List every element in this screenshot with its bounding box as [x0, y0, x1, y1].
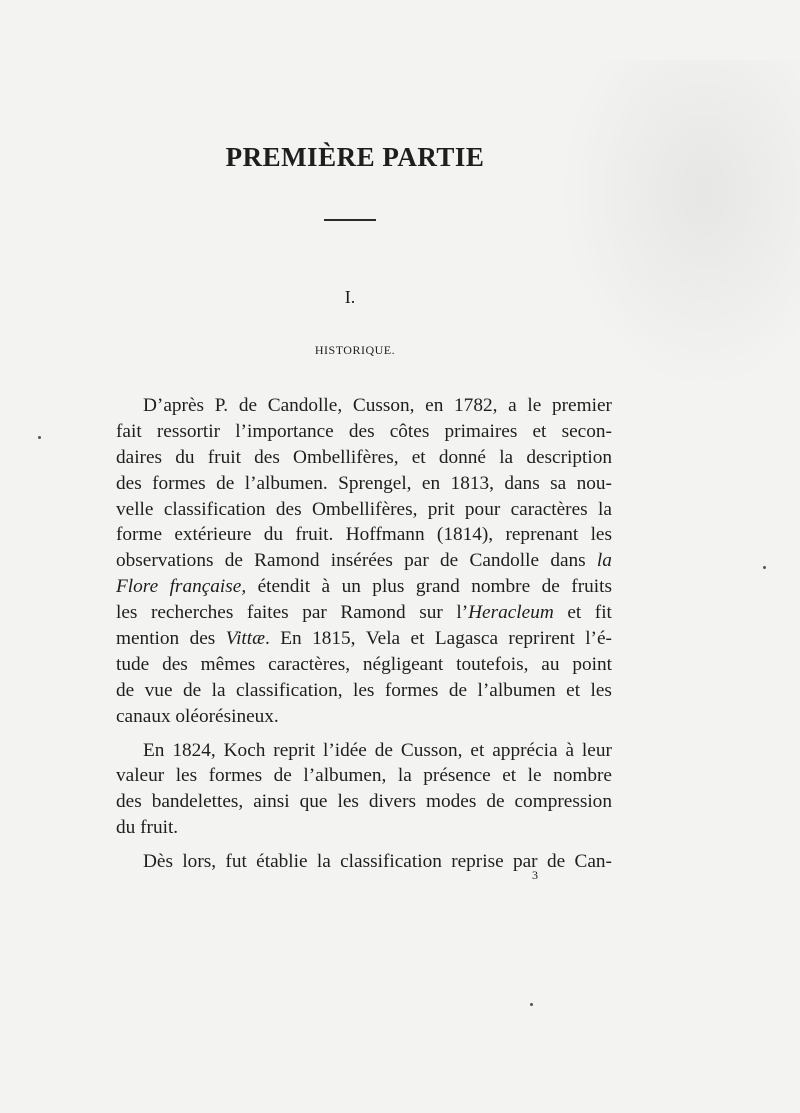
- text-line: velle classification des Ombellifères, prit pour caractères la: [116, 498, 612, 520]
- title-rule: [324, 219, 376, 221]
- text-line: observations de Ramond insérées par de Candolle dans la: [116, 550, 612, 572]
- signature-mark: 3: [532, 868, 538, 882]
- text-line: Dès lors, fut établie la classification reprise par de Can-: [143, 851, 612, 873]
- text-line: les recherches faites par Ramond sur l’Heracleum et fit: [116, 602, 612, 624]
- text-line: des formes de l’albumen. Sprengel, en 1813, dans sa nou-: [116, 472, 612, 494]
- page-title: PREMIÈRE PARTIE: [225, 142, 485, 172]
- text-line: tude des mêmes caractères, négligeant toutefois, au point: [116, 653, 612, 675]
- section-heading: HISTORIQUE.: [314, 343, 396, 357]
- text-line: forme extérieure du fruit. Hoffmann (1814), reprenant les: [116, 524, 612, 546]
- text-line: du fruit.: [116, 817, 179, 839]
- text-line: Flore française, étendit à un plus grand nombre de fruits: [116, 576, 612, 598]
- text-line: daires du fruit des Ombellifères, et donné la description: [116, 446, 612, 468]
- text-line: de vue de la classification, les formes de l’albumen et les: [116, 679, 612, 701]
- section-number: I.: [344, 287, 356, 307]
- text-line: des bandelettes, ainsi que les divers modes de compression: [116, 791, 612, 813]
- text-line: valeur les formes de l’albumen, la présence et le nombre: [116, 765, 612, 787]
- show-through-bleed: [560, 60, 800, 390]
- text-line: D’après P. de Candolle, Cusson, en 1782, a le premier: [143, 395, 612, 416]
- text-line: fait ressortir l’importance des côtes primaires et secon-: [116, 420, 612, 442]
- text-line: mention des Vittæ. En 1815, Vela et Lagasca reprirent l’é-: [116, 628, 612, 650]
- paper-speck: [38, 436, 41, 439]
- paper-speck: [530, 1003, 533, 1006]
- body-text: [116, 393, 612, 875]
- text-line: canaux oléorésineux.: [116, 705, 279, 727]
- text-line: En 1824, Koch reprit l’idée de Cusson, et apprécia à leur: [143, 739, 612, 761]
- paper-speck: [763, 566, 766, 569]
